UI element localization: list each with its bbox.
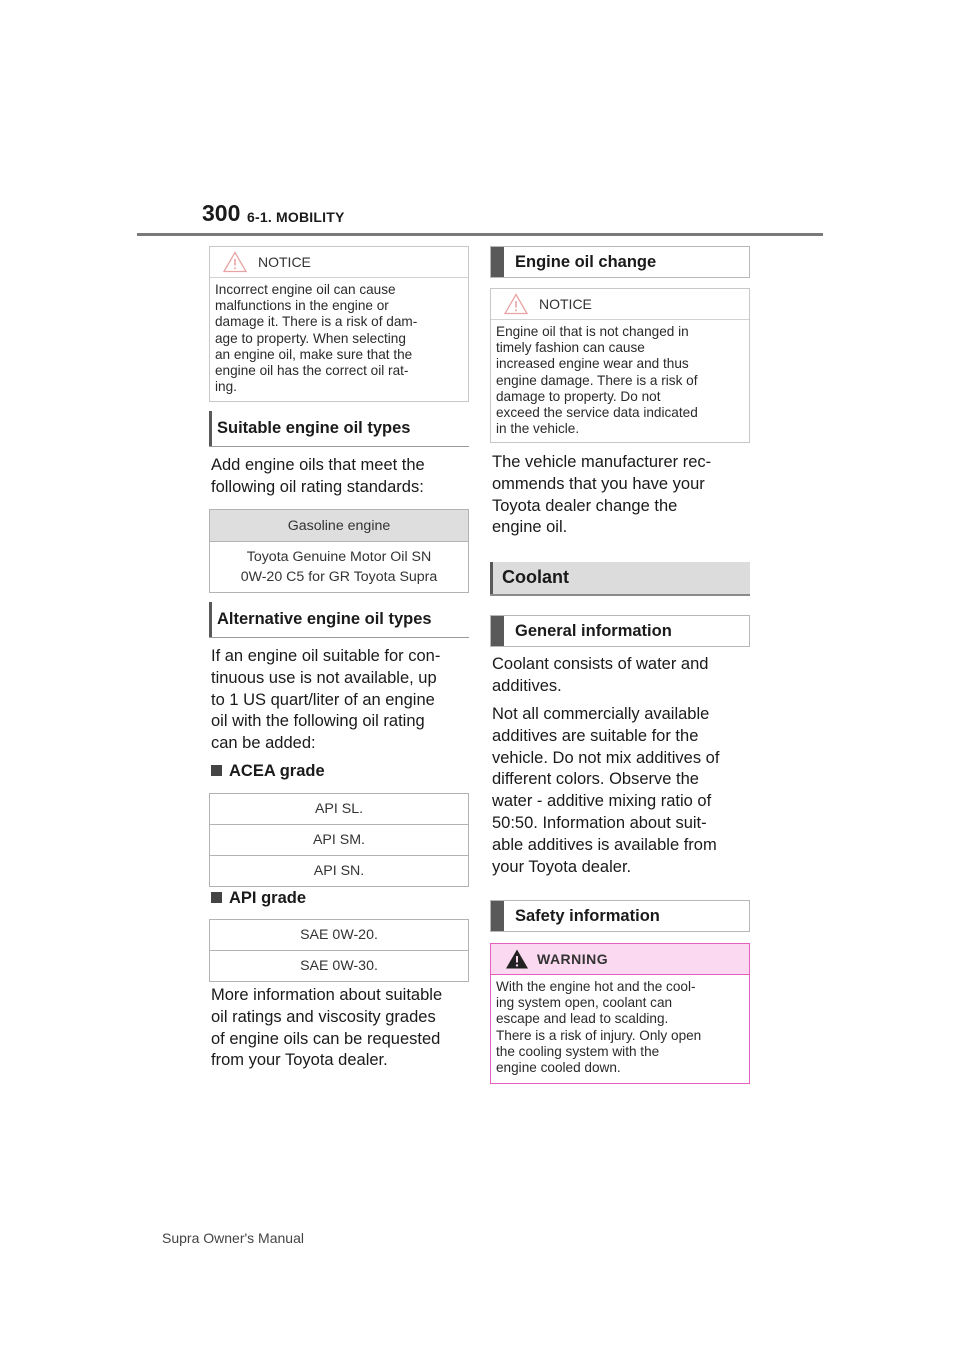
warning-line: engine cooled down.	[496, 1060, 621, 1076]
text-line: engine oil.	[492, 518, 568, 537]
text-line: The vehicle manufacturer rec-	[492, 453, 712, 471]
heading-bar	[490, 562, 493, 594]
text-line: vehicle. Do not mix additives of	[492, 748, 720, 767]
table-cell: API SN.	[210, 856, 469, 887]
text-line: your Toyota dealer.	[492, 857, 632, 876]
heading-text: Coolant	[502, 567, 569, 587]
warning-line: With the engine hot and the cool-	[496, 979, 696, 994]
warning-line: There is a risk of injury. Only open	[496, 1027, 702, 1043]
warning-box-coolant	[490, 943, 750, 1084]
notice-line: timely fashion can cause	[496, 340, 645, 356]
warning-line: ing system open, coolant can	[496, 995, 673, 1011]
heading-text: Alternative engine oil types	[217, 610, 432, 628]
text-line: Add engine oils that meet the	[211, 456, 425, 474]
text-line: oil ratings and viscosity grades	[211, 1007, 436, 1026]
notice-line: Incorrect engine oil can cause	[215, 282, 396, 297]
heading-safety-information	[490, 900, 750, 932]
notice-line: Engine oil that is not changed in	[496, 324, 689, 339]
notice-line: engine damage. There is a risk of	[496, 372, 698, 388]
notice-line: an engine oil, make sure that the	[215, 346, 413, 362]
section-title: 6-1. MOBILITY	[247, 209, 345, 225]
heading-text: Suitable engine oil types	[217, 419, 411, 437]
notice-header	[491, 289, 749, 320]
text-line: ommends that you have your	[492, 474, 705, 493]
warning-header	[491, 944, 749, 975]
oil-change-text	[492, 452, 754, 539]
cell-line: Toyota Genuine Motor Oil SN	[246, 549, 432, 565]
heading-bar	[491, 616, 504, 646]
text-line: If an engine oil suitable for con-	[211, 647, 441, 665]
notice-box-oil-rating	[209, 246, 469, 402]
table-cell: API SL.	[210, 794, 469, 825]
header-rule	[137, 233, 823, 236]
heading-bar	[209, 602, 212, 637]
heading-bar	[491, 247, 504, 277]
heading-text: Engine oil change	[515, 253, 657, 271]
text-line: Not all commercially available	[492, 705, 710, 723]
heading-coolant	[490, 562, 750, 596]
text-line: following oil rating standards:	[211, 477, 424, 496]
bullet-square-icon	[211, 892, 222, 903]
heading-suitable-oil-types	[209, 411, 469, 447]
api-grade-label: API grade	[211, 889, 306, 908]
text-line: 50:50. Information about suit-	[492, 813, 707, 832]
text-line: Coolant consists of water and	[492, 655, 709, 673]
notice-line: engine oil has the correct oil rat-	[215, 363, 409, 379]
table-cell: SAE 0W-30.	[210, 951, 469, 982]
notice-header	[210, 247, 468, 278]
notice-line: in the vehicle.	[496, 421, 580, 437]
heading-alternative-oil-types	[209, 602, 469, 638]
coolant-additives-text	[492, 704, 754, 878]
table-header: Gasoline engine	[210, 510, 469, 542]
warning-label: WARNING	[537, 951, 609, 967]
caution-triangle-icon	[223, 251, 247, 273]
text-line: different colors. Observe the	[492, 770, 699, 789]
notice-text	[491, 320, 749, 437]
notice-label: NOTICE	[539, 296, 592, 312]
footer-manual-title: Supra Owner's Manual	[162, 1230, 304, 1246]
notice-text	[210, 278, 468, 395]
notice-label: NOTICE	[258, 254, 311, 270]
caution-triangle-icon	[504, 293, 528, 315]
text-line: tinuous use is not available, up	[211, 668, 437, 687]
warning-text	[491, 975, 749, 1076]
text-line: oil with the following oil rating	[211, 712, 425, 731]
notice-line: age to property. When selecting	[215, 330, 406, 346]
api-table	[209, 919, 469, 982]
text-line: More information about suitable	[211, 986, 443, 1004]
suitable-intro	[211, 455, 473, 499]
notice-box-oil-change	[490, 288, 750, 443]
heading-text: General information	[515, 622, 672, 640]
notice-line: increased engine wear and thus	[496, 356, 689, 372]
page-number: 300	[202, 200, 241, 226]
table-cell: SAE 0W-20.	[210, 920, 469, 951]
table-cell: API SM.	[210, 825, 469, 856]
notice-line: damage to property. Do not	[496, 388, 661, 404]
more-info-text	[211, 985, 473, 1072]
gasoline-table	[209, 509, 469, 593]
heading-general-information	[490, 615, 750, 647]
notice-line: ing.	[215, 379, 237, 395]
alternative-intro	[211, 646, 473, 755]
text-line: of engine oils can be requested	[211, 1029, 441, 1048]
cell-line: 0W-20 C5 for GR Toyota Supra	[240, 569, 438, 585]
heading-bar	[209, 411, 212, 446]
heading-engine-oil-change	[490, 246, 750, 278]
warning-triangle-icon	[505, 948, 529, 970]
heading-bar	[491, 901, 504, 931]
text-line: from your Toyota dealer.	[211, 1051, 388, 1070]
coolant-composition-text	[492, 654, 754, 698]
acea-grade-label: ACEA grade	[211, 762, 325, 781]
acea-table	[209, 793, 469, 887]
text-line: additives.	[492, 676, 562, 695]
text-line: to 1 US quart/liter of an engine	[211, 690, 435, 709]
warning-line: escape and lead to scalding.	[496, 1011, 669, 1027]
text-line: can be added:	[211, 734, 316, 753]
text-line: water - additive mixing ratio of	[492, 792, 712, 811]
text-line: additives are suitable for the	[492, 726, 699, 745]
notice-line: damage it. There is a risk of dam-	[215, 314, 418, 330]
table-cell	[210, 542, 469, 593]
heading-text: Safety information	[515, 907, 660, 925]
bullet-square-icon	[211, 765, 222, 776]
notice-line: malfunctions in the engine or	[215, 298, 389, 314]
warning-line: the cooling system with the	[496, 1043, 660, 1059]
notice-line: exceed the service data indicated	[496, 405, 698, 421]
text-line: able additives is available from	[492, 835, 717, 854]
text-line: Toyota dealer change the	[492, 496, 678, 515]
